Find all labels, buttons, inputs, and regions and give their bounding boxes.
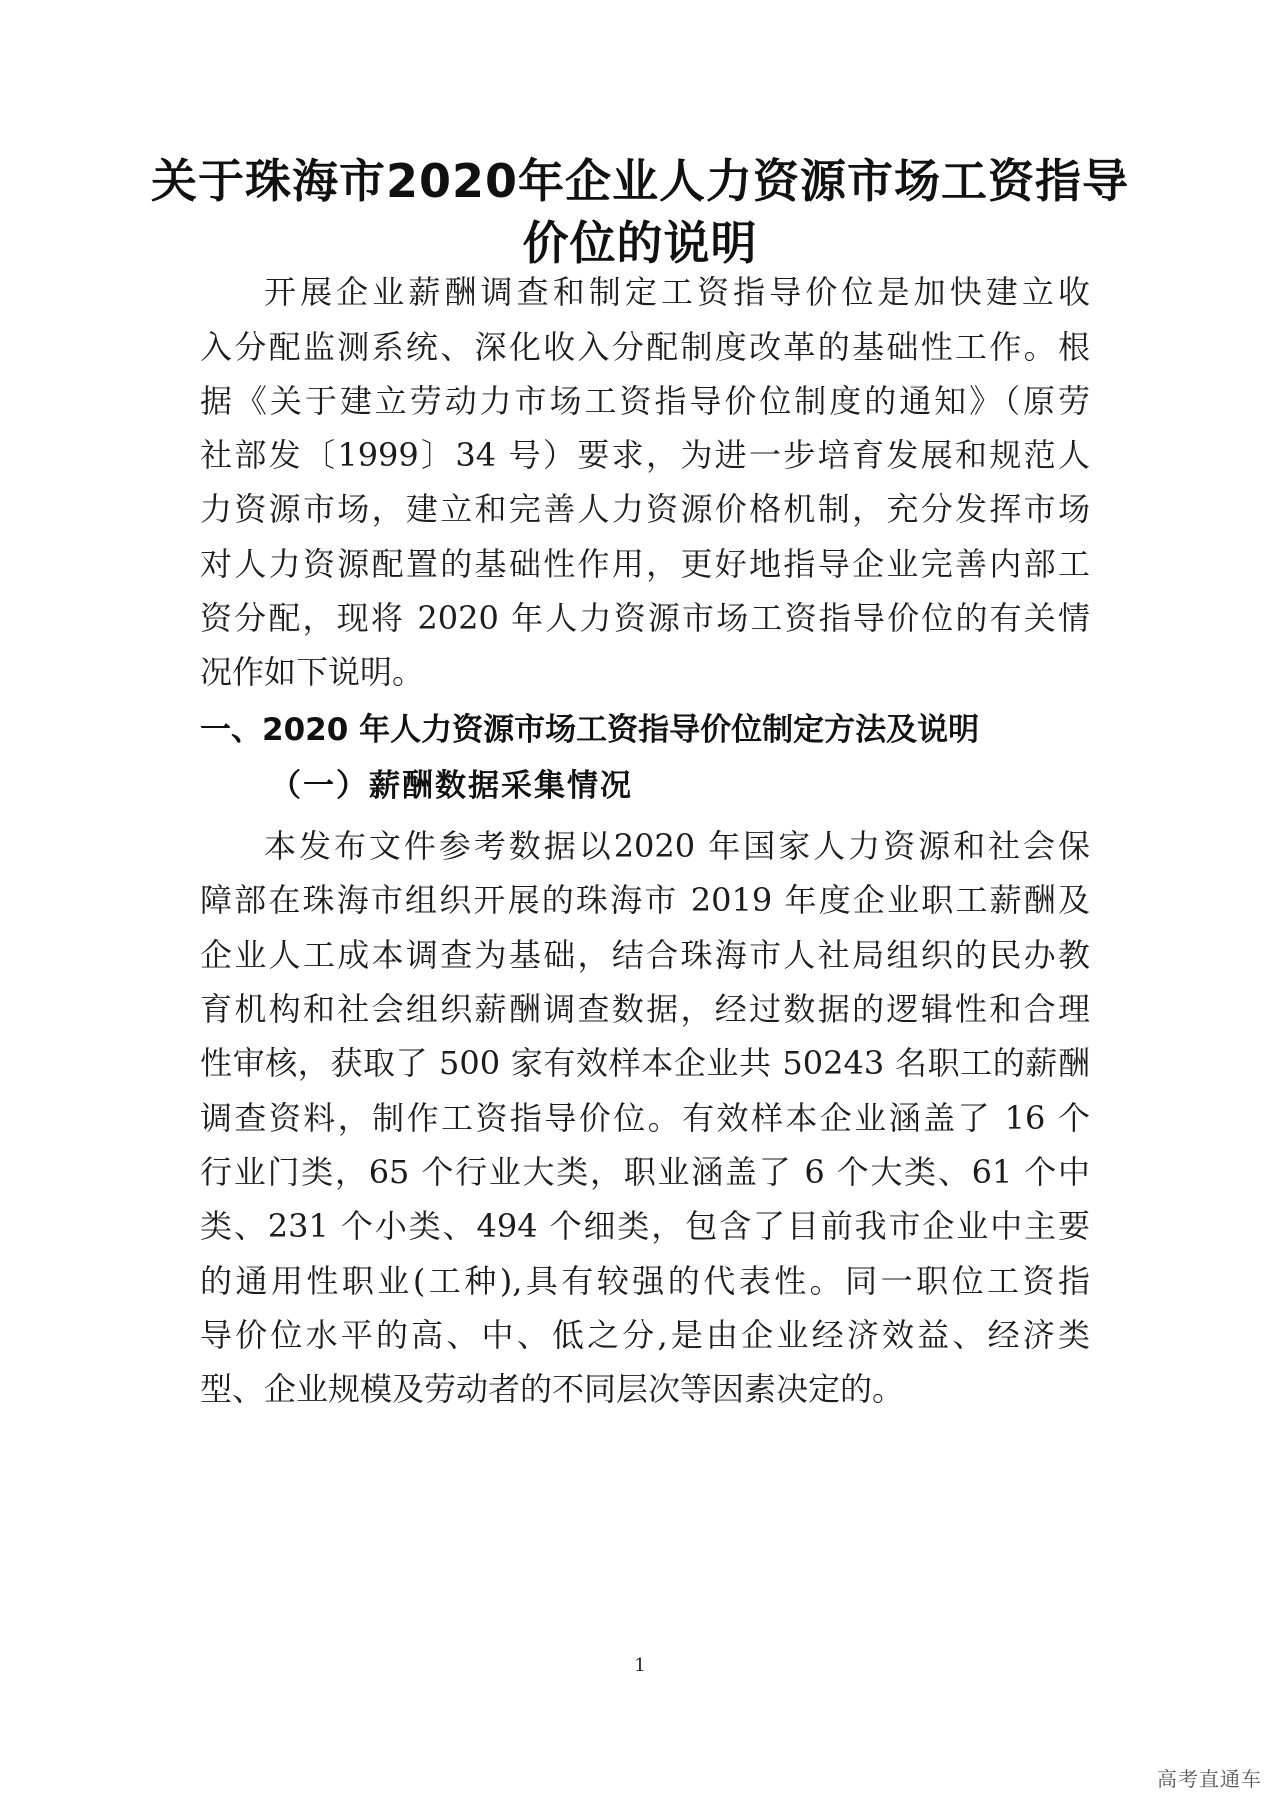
intro-paragraph-line: 资分配，现将 2020 年人力资源市场工资指导价位的有关情 xyxy=(200,599,1090,637)
subsection-paragraph-line: 企业人工成本调查为基础，结合珠海市人社局组织的民办教 xyxy=(200,936,1090,974)
subsection-paragraph-line: 本发布文件参考数据以2020 年国家人力资源和社会保 xyxy=(264,827,1090,865)
section-heading: 一、2020 年人力资源市场工资指导价位制定方法及说明 xyxy=(200,712,980,748)
subsection-paragraph-line: 障部在珠海市组织开展的珠海市 2019 年度企业职工薪酬及 xyxy=(200,881,1090,919)
intro-paragraph-line: 入分配监测系统、深化收入分配制度改革的基础性工作。根 xyxy=(200,328,1090,366)
subsection-paragraph-line: 性审核，获取了 500 家有效样本企业共 50243 名职工的薪酬 xyxy=(200,1044,1090,1082)
intro-paragraph-line: 开展企业薪酬调查和制定工资指导价位是加快建立收 xyxy=(264,273,1090,311)
subsection-paragraph-line: 行业门类，65 个行业大类，职业涵盖了 6 个大类、61 个中 xyxy=(200,1153,1090,1191)
subsection-paragraph-line: 调查资料，制作工资指导价位。有效样本企业涵盖了 16 个 xyxy=(200,1099,1090,1137)
document-title-line-2: 价位的说明 xyxy=(522,216,758,270)
subsection-paragraph-line: 育机构和社会组织薪酬调查数据，经过数据的逻辑性和合理 xyxy=(200,990,1090,1028)
subsection-paragraph-line: 类、231 个小类、494 个细类，包含了目前我市企业中主要 xyxy=(200,1207,1090,1245)
intro-paragraph-line: 社部发〔1999〕34 号）要求，为进一步培育发展和规范人 xyxy=(200,436,1090,474)
subsection-paragraph-line: 的通用性职业(工种),具有较强的代表性。同一职位工资指 xyxy=(200,1262,1090,1300)
intro-paragraph-line: 对人力资源配置的基础性作用，更好地指导企业完善内部工 xyxy=(200,545,1090,583)
page-number: 1 xyxy=(634,1655,646,1676)
intro-paragraph-line: 况作如下说明。 xyxy=(200,653,425,691)
subsection-paragraph-line: 型、企业规模及劳动者的不同层次等因素决定的。 xyxy=(200,1370,905,1408)
intro-paragraph-line: 力资源市场，建立和完善人力资源价格机制，充分发挥市场 xyxy=(200,490,1090,528)
subsection-paragraph-line: 导价位水平的高、中、低之分,是由企业经济效益、经济类 xyxy=(200,1316,1090,1354)
subsection-heading: （一）薪酬数据采集情况 xyxy=(270,768,633,804)
watermark-text: 高考直通车 xyxy=(1157,1767,1262,1791)
document-title-line-1: 关于珠海市2020年企业人力资源市场工资指导 xyxy=(150,154,1130,208)
intro-paragraph-line: 据《关于建立劳动力市场工资指导价位制度的通知》（原劳 xyxy=(200,382,1090,420)
